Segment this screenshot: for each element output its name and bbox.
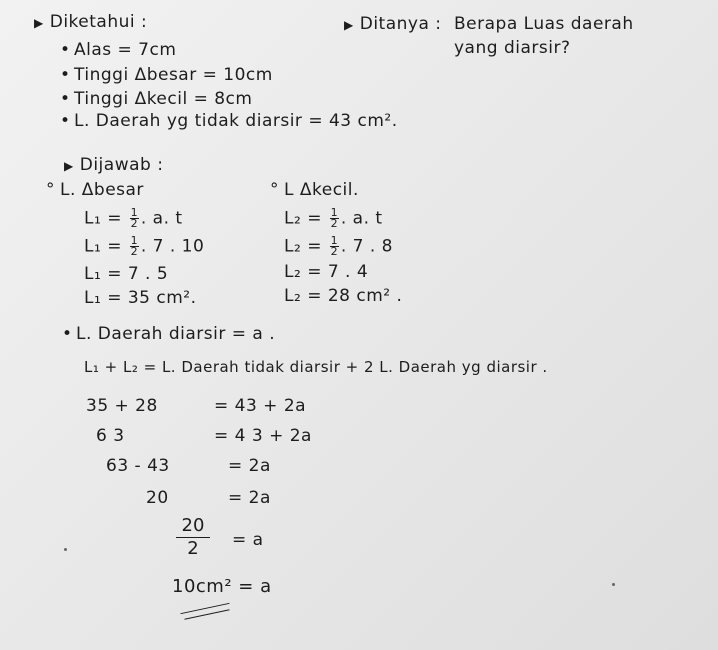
small-area-step: L₂ = 7 . 4: [284, 262, 369, 282]
fraction-half: $\frac{1}{2}$: [330, 234, 339, 258]
question-label: ▶ Ditanya :: [344, 14, 442, 34]
step-4-right: = 2a: [228, 488, 271, 508]
final-fraction-equals: = a: [232, 530, 264, 550]
known-item-small-height: • Tinggi Δkecil = 8cm: [60, 89, 253, 109]
big-area-step: L₁ = 7 . 5: [84, 264, 169, 284]
arrow-icon: ▶: [34, 16, 44, 30]
step-1-left: 35 + 28: [86, 396, 158, 416]
big-triangle-title: ° L. Δbesar: [46, 180, 144, 200]
final-fraction-numerator: 20: [181, 515, 205, 536]
paper-speck: [612, 583, 615, 586]
small-area-result: L₂ = 28 cm² .: [284, 286, 403, 306]
step-3-right: = 2a: [228, 456, 271, 476]
result-underline-1: [180, 603, 229, 614]
step-4-left: 20: [146, 488, 169, 508]
small-triangle-title: ° L Δkecil.: [270, 180, 359, 200]
shaded-area-definition: • L. Daerah diarsir = a .: [62, 324, 276, 344]
fraction-half: $\frac{1}{2}$: [130, 206, 139, 230]
paper-speck: [64, 548, 67, 551]
arrow-icon: ▶: [64, 159, 74, 173]
small-area-substitution: L₂ = $\frac{1}{2}$ . 7 . 8: [284, 234, 393, 258]
step-2-left: 6 3: [96, 426, 125, 446]
final-fraction-denominator: 2: [187, 538, 199, 559]
fraction-half: $\frac{1}{2}$: [130, 234, 139, 258]
final-fraction: [176, 516, 210, 559]
known-item-big-height: • Tinggi Δbesar = 10cm: [60, 65, 273, 85]
small-area-formula: L₂ = $\frac{1}{2}$ . a. t: [284, 206, 383, 230]
step-2-right: = 4 3 + 2a: [214, 426, 312, 446]
big-area-formula: L₁ = $\frac{1}{2}$ . a. t: [84, 206, 183, 230]
big-area-substitution: L₁ = $\frac{1}{2}$ . 7 . 10: [84, 234, 205, 258]
final-result: 10cm² = a: [172, 576, 272, 597]
answer-header: ▶ Dijawab :: [64, 155, 164, 175]
main-equation: L₁ + L₂ = L. Daerah tidak diarsir + 2 L. Daerah yg diarsir .: [84, 358, 548, 376]
known-header: ▶ Diketahui :: [34, 12, 148, 32]
known-item-base: • Alas = 7cm: [60, 40, 177, 60]
step-1-right: = 43 + 2a: [214, 396, 307, 416]
arrow-icon: ▶: [344, 18, 354, 32]
question-line-1: Berapa Luas daerah: [454, 14, 634, 34]
big-area-result: L₁ = 35 cm².: [84, 288, 197, 308]
fraction-half: $\frac{1}{2}$: [330, 206, 339, 230]
question-line-2: yang diarsir?: [454, 38, 571, 58]
known-item-unshaded-area: • L. Daerah yg tidak diarsir = 43 cm².: [60, 111, 398, 131]
step-3-left: 63 - 43: [106, 456, 170, 476]
